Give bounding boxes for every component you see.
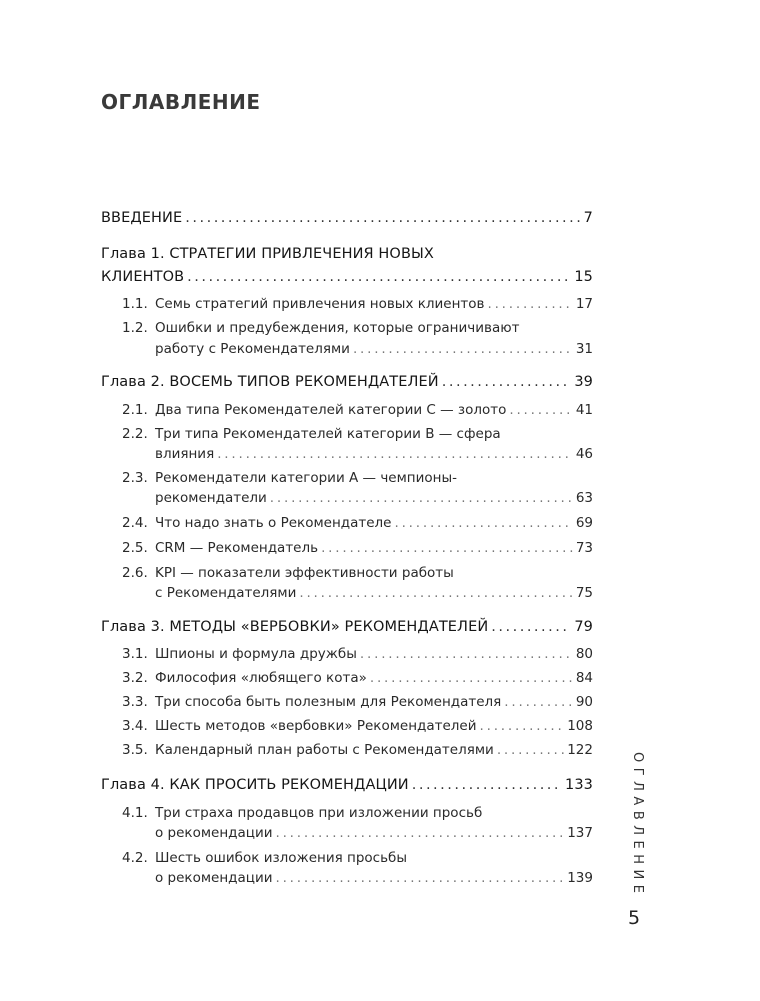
toc-section-3-2[interactable] [155,670,593,686]
section-number: 2.2. [122,426,148,442]
toc-section-1-2[interactable] [155,341,593,357]
entry-page: 122 [567,742,593,758]
toc-section-3-1[interactable] [155,646,593,662]
toc-section-3-3[interactable] [155,694,593,710]
leader-dots [187,269,571,285]
section-number: 2.5. [122,540,148,556]
toc-chapter-1-title-line[interactable] [101,246,593,262]
leader-dots [276,825,565,841]
leader-dots [321,540,573,556]
chapter-title: Глава 2. ВОСЕМЬ ТИПОВ РЕКОМЕНДАТЕЛЕЙ [101,374,439,390]
running-header-vertical: ОГЛАВЛЕНИЕ [630,752,645,899]
leader-dots [504,694,573,710]
leader-dots [360,646,573,662]
chapter-title: Глава 1. СТРАТЕГИИ ПРИВЛЕЧЕНИЯ НОВЫХ [101,246,434,262]
leader-dots [491,619,571,635]
section-title: Шесть ошибок изложения просьбы [155,850,408,866]
toc-section-2-2-title-line[interactable] [155,426,593,442]
section-title: KPI — показатели эффективности работы [155,565,454,581]
entry-page: 15 [574,269,593,285]
section-title: Рекомендатели категории А — чемпионы- [155,470,458,486]
section-title-continued: рекомендатели [155,490,267,506]
toc-section-2-3-title-line[interactable] [155,470,593,486]
entry-page: 133 [565,777,593,793]
entry-page: 69 [575,515,593,531]
leader-dots [185,210,580,226]
entry-title: ВВЕДЕНИЕ [101,210,183,226]
section-number: 3.3. [122,694,148,710]
entry-page: 90 [575,694,593,710]
section-number: 4.2. [122,850,148,866]
leader-dots [299,585,572,601]
entry-page: 73 [575,540,593,556]
toc-entry-intro[interactable] [101,210,593,226]
leader-dots [217,446,573,462]
leader-dots [270,490,573,506]
leader-dots [394,515,572,531]
section-title: Семь стратегий привлечения новых клиентов [155,296,485,312]
leader-dots [353,341,573,357]
section-title: Календарный план работы с Рекомендателями [155,742,494,758]
entry-page: 41 [575,402,593,418]
toc-section-2-1[interactable] [155,402,593,418]
leader-dots [488,296,573,312]
leader-dots [509,402,572,418]
entry-page: 63 [575,490,593,506]
toc-section-2-2[interactable] [155,446,593,462]
section-title-continued: о рекомендации [155,870,273,886]
entry-page: 79 [574,619,593,635]
toc-section-2-4[interactable] [155,515,593,531]
section-number: 2.4. [122,515,148,531]
section-title: CRM — Рекомендатель [155,540,319,556]
toc-section-3-5[interactable] [155,742,593,758]
leader-dots [497,742,564,758]
leader-dots [276,870,565,886]
toc-section-1-2-title-line[interactable] [155,320,593,336]
toc-section-3-4[interactable] [155,718,593,734]
toc-section-4-1-title-line[interactable] [155,805,593,821]
toc-section-4-2-title-line[interactable] [155,850,593,866]
toc-section-2-6-title-line[interactable] [155,565,593,581]
toc-chapter-3[interactable] [101,619,593,635]
toc-section-4-1[interactable] [155,825,593,841]
section-title: Философия «любящего кота» [155,670,367,686]
section-number: 2.3. [122,470,148,486]
entry-page: 7 [583,210,593,226]
entry-page: 39 [574,374,593,390]
toc-section-2-3[interactable] [155,490,593,506]
section-title-continued: о рекомендации [155,825,273,841]
chapter-title: Глава 3. МЕТОДЫ «ВЕРБОВКИ» РЕКОМЕНДАТЕЛЕЙ [101,619,489,635]
toc-heading: ОГЛАВЛЕНИЕ [101,90,261,114]
entry-page: 108 [567,718,593,734]
toc-chapter-1[interactable] [101,269,593,285]
entry-page: 17 [575,296,593,312]
section-title: Ошибки и предубеждения, которые ограничивают [155,320,520,336]
section-number: 2.1. [122,402,148,418]
section-title-continued: работу с Рекомендателями [155,341,350,357]
section-number: 1.2. [122,320,148,336]
section-number: 2.6. [122,565,148,581]
section-number: 3.4. [122,718,148,734]
section-title-continued: с Рекомендателями [155,585,297,601]
toc-section-2-5[interactable] [155,540,593,556]
toc-section-1-1[interactable] [155,296,593,312]
section-title: Шпионы и формула дружбы [155,646,357,662]
section-number: 1.1. [122,296,148,312]
toc-section-4-2[interactable] [155,870,593,886]
section-title: Три типа Рекомендателей категории В — сфера [155,426,501,442]
section-title: Три страха продавцов при изложении просьб [155,805,483,821]
section-number: 3.2. [122,670,148,686]
toc-chapter-2[interactable] [101,374,593,390]
leader-dots [412,777,562,793]
entry-page: 75 [575,585,593,601]
toc-chapter-4[interactable] [101,777,593,793]
entry-page: 46 [575,446,593,462]
section-title: Шесть методов «вербовки» Рекомендателей [155,718,477,734]
leader-dots [442,374,572,390]
entry-page: 80 [575,646,593,662]
entry-page: 139 [567,870,593,886]
leader-dots [370,670,573,686]
section-title: Два типа Рекомендателей категории С — золото [155,402,507,418]
chapter-title-continued: КЛИЕНТОВ [101,269,185,285]
section-number: 4.1. [122,805,148,821]
entry-page: 137 [567,825,593,841]
leader-dots [480,718,565,734]
entry-page: 31 [575,341,593,357]
entry-page: 84 [575,670,593,686]
section-title: Что надо знать о Рекомендателе [155,515,392,531]
section-number: 3.5. [122,742,148,758]
chapter-title: Глава 4. КАК ПРОСИТЬ РЕКОМЕНДАЦИИ [101,777,409,793]
page-number: 5 [628,907,641,929]
section-title-continued: влияния [155,446,215,462]
section-title: Три способа быть полезным для Рекомендателя [155,694,502,710]
toc-section-2-6[interactable] [155,585,593,601]
section-number: 3.1. [122,646,148,662]
